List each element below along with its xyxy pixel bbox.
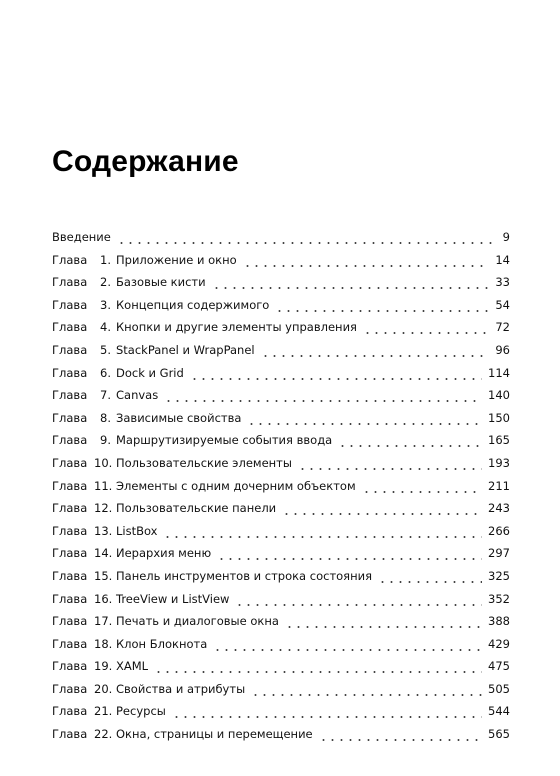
toc-entry-prefix: Глава bbox=[52, 275, 88, 290]
toc-entry bbox=[52, 249, 510, 272]
toc-entry-label: Canvas bbox=[116, 388, 159, 403]
toc-entry-page: 211 bbox=[488, 478, 510, 493]
toc-entry bbox=[52, 475, 510, 498]
page-title: Содержание bbox=[52, 145, 239, 178]
toc-entry-number: 6. bbox=[100, 365, 111, 380]
toc-entry-number: 22. bbox=[94, 727, 113, 742]
toc-entry-prefix: Глава bbox=[52, 546, 88, 561]
toc-entry bbox=[52, 429, 510, 452]
toc-entry-heading bbox=[52, 520, 157, 543]
toc-dot-leader bbox=[243, 249, 490, 272]
toc-entry-number: 21. bbox=[94, 704, 113, 719]
toc-dot-leader bbox=[275, 294, 489, 317]
toc-entry-number: 20. bbox=[94, 681, 113, 696]
toc-entry-label: Свойства и атрибуты bbox=[116, 681, 246, 696]
toc-entry-heading bbox=[52, 249, 237, 272]
toc-dot-leader bbox=[378, 565, 482, 588]
toc-entry-label: Иерархия меню bbox=[116, 546, 212, 561]
toc-dot-leader bbox=[363, 316, 489, 339]
toc-entry-heading bbox=[52, 294, 269, 317]
toc-entry-page: 9 bbox=[502, 230, 510, 244]
toc-entry-page: 325 bbox=[488, 568, 510, 583]
toc-entry-prefix: Глава bbox=[52, 591, 88, 606]
toc-entry-prefix: Глава bbox=[52, 636, 88, 651]
toc-entry-label: Клон Блокнота bbox=[116, 636, 208, 651]
toc-entry bbox=[52, 700, 510, 723]
toc-entry bbox=[52, 723, 510, 746]
toc-entry-prefix: Глава bbox=[52, 568, 88, 583]
toc-entry-heading bbox=[52, 633, 207, 656]
toc-entry-page: 475 bbox=[488, 659, 510, 674]
toc-entry-page: 165 bbox=[488, 433, 510, 448]
toc-entry-prefix: Глава bbox=[52, 523, 88, 538]
toc-dot-leader bbox=[362, 475, 482, 498]
toc-entry-heading bbox=[52, 362, 184, 385]
toc-entry bbox=[52, 565, 510, 588]
toc-entry bbox=[52, 407, 510, 430]
toc-entry-label: Концепция содержимого bbox=[116, 297, 270, 312]
toc-entry-label: Зависимые свойства bbox=[116, 410, 242, 425]
toc-entry-number: 12. bbox=[94, 501, 113, 516]
toc-dot-leader bbox=[172, 700, 482, 723]
toc-entry-label: StackPanel и WrapPanel bbox=[116, 342, 255, 357]
toc-entry-prefix: Глава bbox=[52, 365, 88, 380]
toc-entry-page: 266 bbox=[488, 523, 510, 538]
toc-entry-page: 243 bbox=[488, 501, 510, 516]
toc-entry-label: Пользовательские элементы bbox=[116, 455, 292, 470]
toc-entry-page: 429 bbox=[488, 636, 510, 651]
toc-entry-page: 114 bbox=[488, 365, 510, 380]
toc-entry-heading bbox=[52, 610, 279, 633]
toc-dot-leader bbox=[213, 633, 482, 656]
toc-dot-leader bbox=[319, 723, 482, 746]
toc-entry-page: 193 bbox=[488, 455, 510, 470]
toc-entry-page: 352 bbox=[488, 591, 510, 606]
toc-entry-prefix: Глава bbox=[52, 704, 88, 719]
toc-dot-leader bbox=[163, 520, 482, 543]
toc-entry-heading bbox=[52, 565, 372, 588]
toc-entry-label: Пользовательские панели bbox=[116, 501, 277, 516]
toc-entry-label: Кнопки и другие элементы управления bbox=[116, 320, 357, 335]
toc-entry-page: 140 bbox=[488, 388, 510, 403]
toc-entry-label: Элементы с одним дочерним объектом bbox=[116, 478, 356, 493]
toc-dot-leader bbox=[285, 610, 482, 633]
toc-entry-number: 15. bbox=[94, 568, 113, 583]
toc-entry bbox=[52, 588, 510, 611]
toc-entry-page: 297 bbox=[488, 546, 510, 561]
toc-entry-prefix: Глава bbox=[52, 342, 88, 357]
toc-entry-page: 505 bbox=[488, 681, 510, 696]
toc-entry-number: 2. bbox=[100, 275, 111, 290]
toc-entry-number: 7. bbox=[100, 388, 111, 403]
toc-dot-leader bbox=[282, 497, 482, 520]
toc-entry-number: 4. bbox=[100, 320, 111, 335]
toc-entry-heading bbox=[52, 407, 241, 430]
toc-entry bbox=[52, 452, 510, 475]
toc-entry-page: 14 bbox=[495, 252, 510, 267]
toc-entry-prefix: Глава bbox=[52, 320, 88, 335]
toc-entry-heading bbox=[52, 452, 292, 475]
toc-entry bbox=[52, 520, 510, 543]
toc-entry-number: 8. bbox=[100, 410, 111, 425]
toc-dot-leader bbox=[164, 384, 482, 407]
toc-entry-label: ListBox bbox=[116, 523, 158, 538]
toc-entry-heading bbox=[52, 316, 357, 339]
toc-entry-heading bbox=[52, 226, 111, 249]
toc-entry-number: 16. bbox=[94, 591, 113, 606]
toc-entry-label: Приложение и окно bbox=[116, 252, 237, 267]
toc-entry-heading bbox=[52, 271, 206, 294]
toc-entry-number: 14. bbox=[94, 546, 113, 561]
toc-entry-page: 150 bbox=[488, 410, 510, 425]
toc-entry-prefix: Глава bbox=[52, 433, 88, 448]
toc-dot-leader bbox=[217, 542, 482, 565]
toc-entry-number: 5. bbox=[100, 342, 111, 357]
toc-entry-heading bbox=[52, 339, 255, 362]
toc-entry-prefix: Глава bbox=[52, 455, 88, 470]
toc-entry-number: 18. bbox=[94, 636, 113, 651]
toc-entry-page: 565 bbox=[488, 727, 510, 742]
toc-entry-label: Dock и Grid bbox=[116, 365, 184, 380]
toc-entry-page: 388 bbox=[488, 614, 510, 629]
toc-entry-label: Маршрутизируемые события ввода bbox=[116, 433, 333, 448]
toc-entry bbox=[52, 362, 510, 385]
toc-entry bbox=[52, 339, 510, 362]
toc-entry-heading bbox=[52, 429, 332, 452]
toc-entry bbox=[52, 678, 510, 701]
toc-entry-heading bbox=[52, 542, 211, 565]
toc-entry-heading bbox=[52, 384, 158, 407]
toc-entry-number: 17. bbox=[94, 614, 113, 629]
toc-dot-leader bbox=[298, 452, 482, 475]
toc-entry-page: 544 bbox=[488, 704, 510, 719]
toc-entry-label: Печать и диалоговые окна bbox=[116, 614, 279, 629]
toc-entry-prefix: Глава bbox=[52, 410, 88, 425]
toc-entry-number: 13. bbox=[94, 523, 113, 538]
toc-dot-leader bbox=[261, 339, 490, 362]
toc-entry-page: 33 bbox=[495, 275, 510, 290]
toc-entry-number: 11. bbox=[94, 478, 113, 493]
toc-entry-prefix: Глава bbox=[52, 297, 88, 312]
toc-entry-label: XAML bbox=[116, 659, 149, 674]
toc-entry-prefix: Глава bbox=[52, 614, 88, 629]
toc-entry-label: Введение bbox=[52, 230, 111, 244]
toc-entry-label: Ресурсы bbox=[116, 704, 166, 719]
toc-dot-leader bbox=[154, 655, 482, 678]
toc-entry-number: 19. bbox=[94, 659, 113, 674]
toc-dot-leader bbox=[190, 362, 482, 385]
toc-entry-heading bbox=[52, 678, 245, 701]
toc-entry-page: 72 bbox=[495, 320, 510, 335]
toc-entry bbox=[52, 384, 510, 407]
toc-entry bbox=[52, 271, 510, 294]
toc-dot-leader bbox=[247, 407, 482, 430]
toc-entry-heading bbox=[52, 723, 313, 746]
toc-entry bbox=[52, 655, 510, 678]
toc-entry-number: 9. bbox=[100, 433, 111, 448]
table-of-contents bbox=[52, 226, 510, 746]
toc-entry-heading bbox=[52, 475, 356, 498]
toc-entry bbox=[52, 610, 510, 633]
toc-entry-heading bbox=[52, 655, 148, 678]
toc-entry-label: Панель инструментов и строка состояния bbox=[116, 568, 373, 583]
toc-entry-heading bbox=[52, 497, 276, 520]
toc-entry bbox=[52, 633, 510, 656]
toc-entry bbox=[52, 294, 510, 317]
toc-entry-label: Окна, страницы и перемещение bbox=[116, 727, 313, 742]
toc-entry-prefix: Глава bbox=[52, 659, 88, 674]
toc-dot-leader bbox=[338, 429, 482, 452]
toc-entry-page: 96 bbox=[495, 342, 510, 357]
toc-entry-prefix: Глава bbox=[52, 501, 88, 516]
toc-entry bbox=[52, 497, 510, 520]
toc-entry bbox=[52, 226, 510, 249]
toc-entry-prefix: Глава bbox=[52, 252, 88, 267]
toc-entry-page: 54 bbox=[495, 297, 510, 312]
toc-entry-label: Базовые кисти bbox=[116, 275, 206, 290]
toc-entry-number: 10. bbox=[94, 455, 113, 470]
toc-dot-leader bbox=[117, 226, 497, 249]
toc-dot-leader bbox=[251, 678, 482, 701]
toc-entry-prefix: Глава bbox=[52, 727, 88, 742]
toc-entry-label: TreeView и ListView bbox=[116, 591, 230, 606]
toc-entry bbox=[52, 316, 510, 339]
toc-entry-number: 1. bbox=[100, 252, 111, 267]
toc-entry-prefix: Глава bbox=[52, 388, 88, 403]
toc-dot-leader bbox=[212, 271, 490, 294]
toc-entry-heading bbox=[52, 700, 166, 723]
toc-dot-leader bbox=[235, 588, 482, 611]
toc-entry-heading bbox=[52, 588, 229, 611]
toc-entry-prefix: Глава bbox=[52, 681, 88, 696]
toc-entry bbox=[52, 542, 510, 565]
toc-entry-prefix: Глава bbox=[52, 478, 88, 493]
toc-entry-number: 3. bbox=[100, 297, 111, 312]
